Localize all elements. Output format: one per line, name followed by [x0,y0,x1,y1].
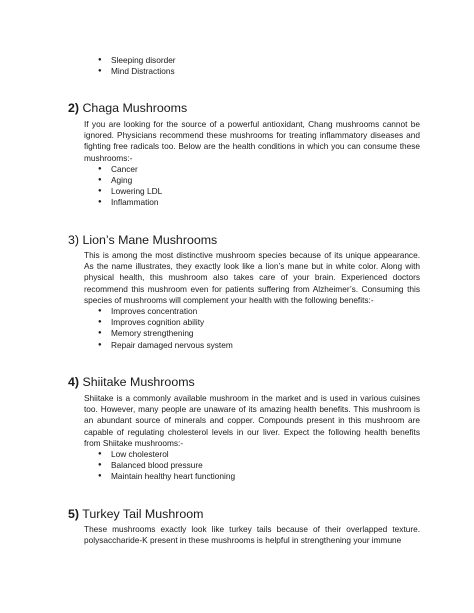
benefit-list [84,164,420,209]
list-item: ● Aging [84,175,420,186]
list-item: ● Low cholesterol [84,449,420,460]
benefit-list [84,306,420,351]
section-number: 5) [68,507,80,521]
section-title: Lion’s Mane Mushrooms [82,233,218,247]
section-title: Shiitake Mushrooms [82,375,195,389]
section-title: Chaga Mushrooms [82,101,188,115]
section-body-shiitake [84,393,420,483]
list-item: ● Inflammation [84,197,420,208]
list-item: ● Repair damaged nervous system [84,340,420,351]
list-item: ● Improves cognition ability [84,317,420,328]
benefit-list [84,449,420,483]
top-bullet-list [84,55,420,77]
section-heading-turkey-tail [68,507,203,522]
section-heading-lions-mane [68,233,217,248]
section-number: 4) [68,375,80,389]
section-body-lions-mane [84,250,420,351]
section-heading-shiitake [68,375,195,390]
section-body-chaga [84,119,420,209]
section-number: 3) [68,233,80,247]
section-number: 2) [68,101,80,115]
section-body-turkey-tail [84,524,420,546]
section-paragraph: Shiitake is a commonly available mushroom in the market and is used in various cuisines too. However, many people are unaware of its amazing health benefits. This mushroom is an abundant source of minerals and copper. Compounds present in this mushroom are capable of regulating cholesterol levels in our liver. Expect the following health benefits from Shiitake mushrooms:- [84,393,420,448]
list-item: ● Sleeping disorder [84,55,420,66]
list-item: ● Balanced blood pressure [84,460,420,471]
list-item: ● Mind Distractions [84,66,420,77]
list-item: ● Cancer [84,164,420,175]
section-paragraph: These mushrooms exactly look like turkey tails because of their overlapped texture. polysaccharide-K present in these mushrooms is helpful in strengthening your immune [84,524,420,546]
section-title: Turkey Tail Mushroom [82,507,204,521]
list-item: ● Maintain healthy heart functioning [84,471,420,482]
section-heading-chaga [68,101,187,116]
list-item: ● Improves concentration [84,306,420,317]
list-item: ● Lowering LDL [84,186,420,197]
list-item: ● Memory strengthening [84,328,420,339]
section-paragraph: This is among the most distinctive mushroom species because of its unique appearance. As the name illustrates, they exactly look like a lion’s mane but in white color. Along with physical health, this mushroom also takes care of your brain. Experienced doctors recommend this mushroom even for patients suffering from Alzheimer’s. Consuming this species of mushrooms will complement your health with the following benefits:- [84,250,420,305]
section-paragraph: If you are looking for the source of a powerful antioxidant, Chang mushrooms cannot be ignored. Physicians recommend these mushrooms for treating inflammatory diseases and fighting free radicals too. Below are the health conditions in which you can consume these mushrooms:- [84,119,420,163]
